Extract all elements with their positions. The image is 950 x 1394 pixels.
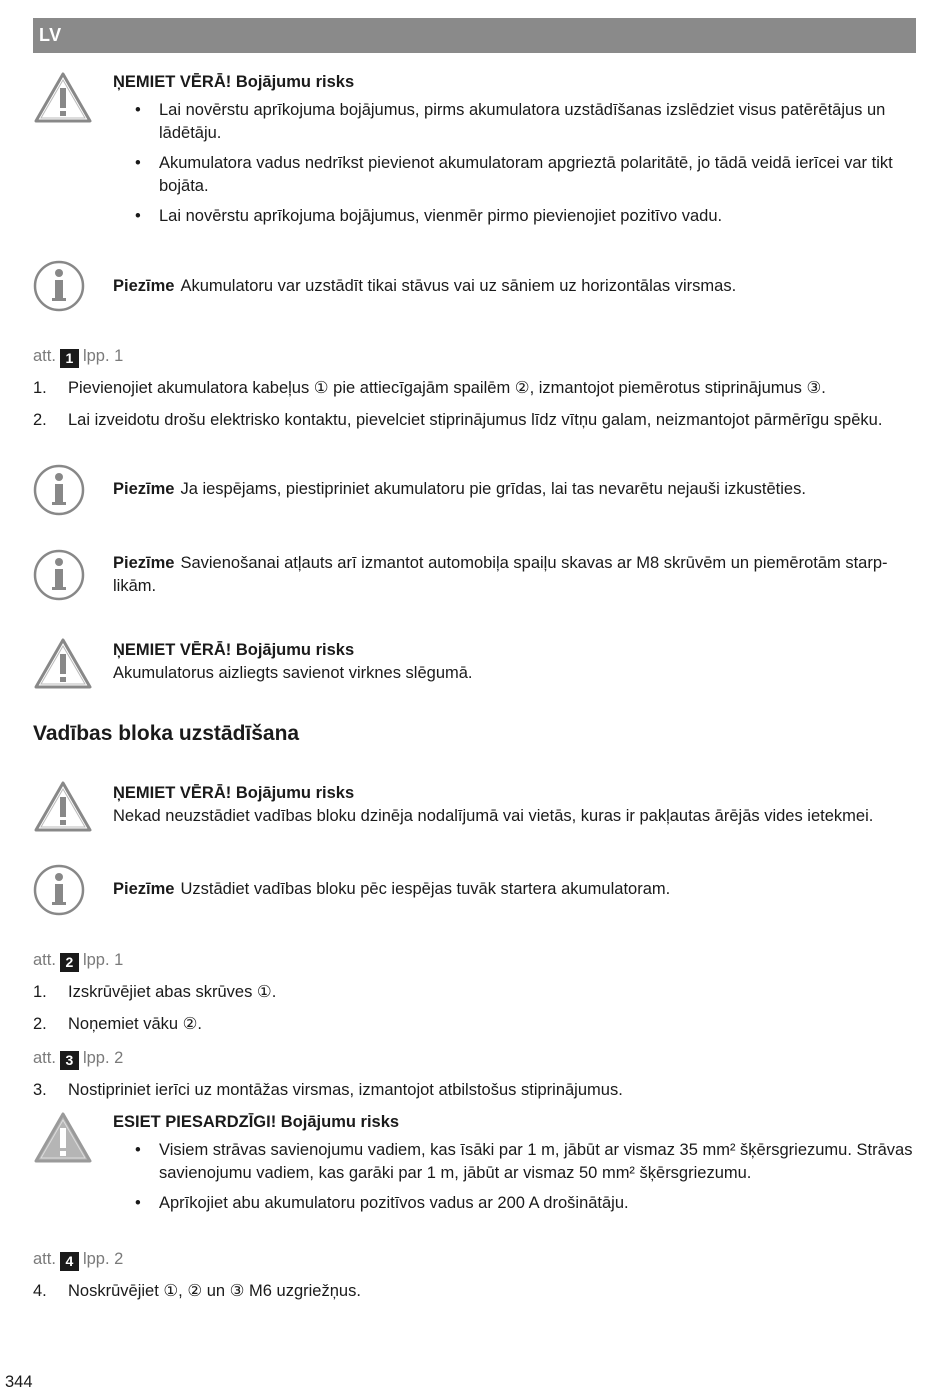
note-4 — [33, 864, 916, 901]
note-label: Piezīme — [113, 554, 175, 572]
warning-text: Akumulatorus aizliegts savienot virknes slēgumā. — [113, 664, 473, 682]
info-icon — [33, 464, 85, 516]
note-text: Uzstādiet vadības bloku pēc iespējas tuvāk startera akumulatoram. — [180, 880, 671, 898]
list-item: • Visiem strāvas savienojumu vadiem, kas īsāki par 1 m, jābūt ar vismaz 35 mm² šķērsgriezumu. Strāvas savienojumu vadiem, kas garāki par 1 m, jābūt ar vismaz 50 mm² šķērsgriezumu. — [159, 1139, 916, 1185]
note-1 — [33, 260, 916, 298]
warning-triangle-icon — [33, 780, 93, 834]
section-heading: Vadības bloka uzstādīšana — [33, 722, 300, 745]
info-icon — [33, 260, 85, 312]
info-icon — [33, 864, 85, 916]
step-item: 1. Izskrūvējiet abas skrūves ①. — [33, 983, 277, 1001]
caution-notice — [33, 1111, 916, 1222]
step-item: 1. Pievienojiet akumulatora kabeļus ① pie attiecīgajām spailēm ②, izmantojot piemērotus stiprinājumus ③. — [33, 379, 826, 397]
warning-title: ŅEMIET VĒRĀ! Bojājumu risks — [113, 73, 355, 91]
figure-reference: att. 1 lpp. 1 — [33, 347, 124, 366]
figure-number: 2 — [60, 953, 79, 972]
list-item: • Akumulatora vadus nedrīkst pievienot akumulatoram apgrieztā polaritātē, jo tādā veidā ierīcei var tikt bojāta. — [159, 152, 916, 198]
warning-notice-3 — [33, 780, 916, 828]
note-label: Piezīme — [113, 880, 175, 898]
caution-triangle-icon — [33, 1111, 93, 1165]
figure-number: 4 — [60, 1252, 79, 1271]
warning-title: ŅEMIET VĒRĀ! Bojājumu risks — [113, 641, 355, 659]
info-icon — [33, 549, 85, 601]
step-item: 2. Noņemiet vāku ②. — [33, 1015, 203, 1033]
note-3 — [33, 549, 916, 598]
warning-list — [113, 99, 916, 228]
note-label: Piezīme — [113, 480, 175, 498]
list-item: • Lai novērstu aprīkojuma bojājumus, vienmēr pirmo pievienojiet pozitīvo vadu. — [159, 205, 916, 228]
caution-list — [113, 1139, 916, 1215]
note-text: Savienošanai atļauts arī izmantot automobiļa spaiļu skavas ar M8 skrūvēm un piemērotām starplikām. — [113, 554, 888, 595]
language-header-bar — [33, 18, 916, 53]
list-item: • Lai novērstu aprīkojuma bojājumus, pirms akumulatora uzstādīšanas izslēdziet visus patērētājus un lādētāju. — [159, 99, 916, 145]
warning-triangle-icon — [33, 71, 93, 125]
caution-title: ESIET PIESARDZĪGI! Bojājumu risks — [113, 1113, 400, 1131]
warning-title: ŅEMIET VĒRĀ! Bojājumu risks — [113, 784, 355, 802]
language-code: LV — [39, 25, 62, 45]
note-text: Akumulatoru var uzstādīt tikai stāvus vai uz sāniem uz horizontālas virsmas. — [180, 277, 737, 295]
figure-reference: att. 2 lpp. 1 — [33, 951, 124, 970]
warning-notice-1 — [33, 71, 916, 235]
step-item: 4. Noskrūvējiet ①, ② un ③ M6 uzgriežņus. — [33, 1282, 361, 1300]
list-item: • Aprīkojiet abu akumulatoru pozitīvos vadus ar 200 A drošinātāju. — [159, 1192, 916, 1215]
note-text: Ja iespējams, piestipriniet akumulatoru pie grīdas, lai tas nevarētu nejauši izkustēties. — [180, 480, 806, 498]
note-label: Piezīme — [113, 277, 175, 295]
step-item: 3. Nostipriniet ierīci uz montāžas virsmas, izmantojot atbilstošus stiprinājumus. — [33, 1081, 623, 1099]
warning-triangle-icon — [33, 637, 93, 691]
warning-notice-2 — [33, 637, 916, 685]
figure-reference: att. 3 lpp. 2 — [33, 1049, 124, 1068]
figure-number: 3 — [60, 1051, 79, 1070]
warning-text: Nekad neuzstādiet vadības bloku dzinēja nodalījumā vai vietās, kuras ir pakļautas ārējās vides ietekmei. — [113, 807, 874, 825]
figure-reference: att. 4 lpp. 2 — [33, 1250, 124, 1269]
page-number: 344 — [5, 1373, 33, 1391]
note-2 — [33, 464, 916, 501]
step-item: 2. Lai izveidotu drošu elektrisko kontaktu, pievelciet stiprinājumus līdz vītņu galam, neizmantojot pārmērīgu spēku. — [33, 411, 883, 429]
figure-number: 1 — [60, 349, 79, 368]
